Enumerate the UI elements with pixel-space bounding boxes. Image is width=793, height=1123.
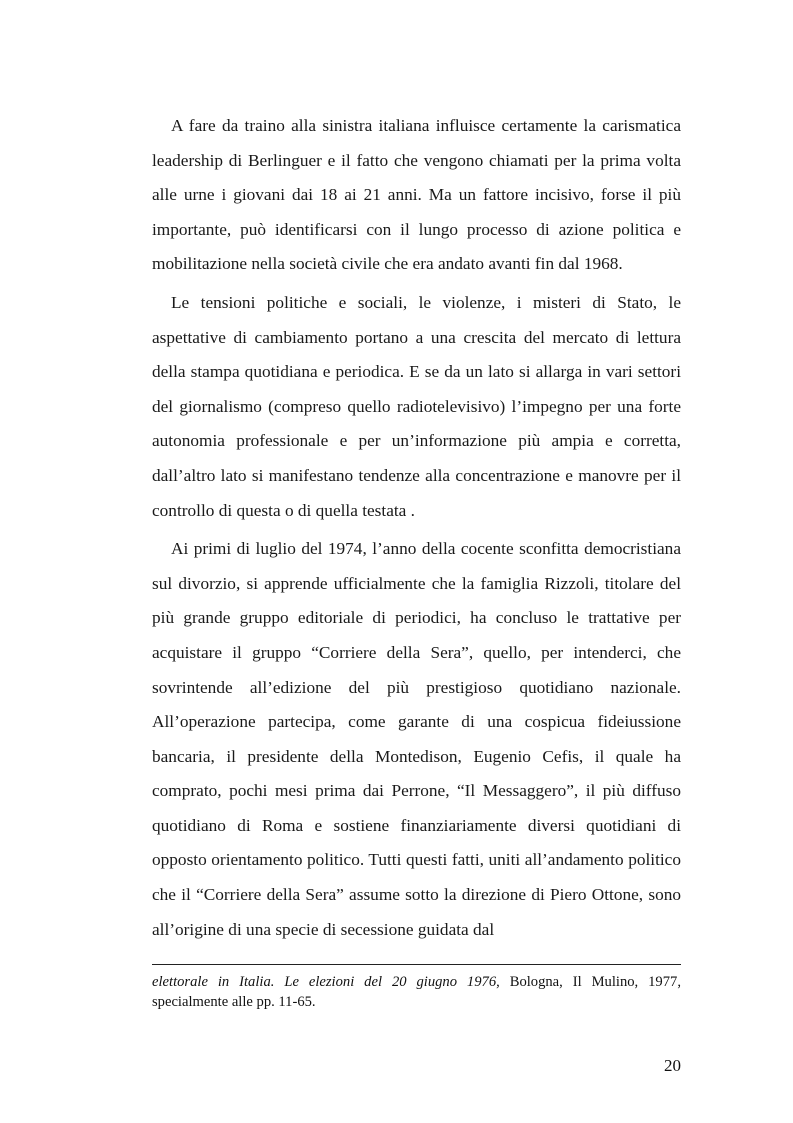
paragraph: Ai primi di luglio del 1974, l’anno della cocente sconfitta democristiana sul divorzio, si apprende ufficialmente che la famiglia Rizzoli, titolare del più grande gruppo editoriale di periodici, ha concluso le trattative per acquistare il gruppo “Corriere della Sera”, quello, per intenderci, che sovrintende all’edizione del più prestigioso quotidiano nazionale. All’operazione partecipa, come garante di una cospicua fideiussione bancaria, il presidente della Montedison, Eugenio Cefis, il quale ha comprato, pochi mesi prima dai Perrone, “Il Messaggero”, il più diffuso quotidiano di Roma e sostiene finanziariamente diversi quotidiani di opposto orientamento politico. Tutti questi fatti, uniti all’andamento politico che il “Corriere della Sera” assume sotto la direzione di Piero Ottone, sono all’origine di una specie di secessione guidata dal bbox=[152, 539, 681, 939]
page-number: 20 bbox=[664, 1056, 681, 1075]
footnote bbox=[152, 972, 681, 1012]
footnote-title: elettorale in Italia. Le elezioni del 20 giugno 1976 bbox=[152, 974, 497, 990]
body-text bbox=[152, 109, 681, 951]
paragraph: Le tensioni politiche e sociali, le violenze, i misteri di Stato, le aspettative di cambiamento portano a una crescita del mercato di lettura della stampa quotidiana e periodica. E se da un lato si allarga in vari settori del giornalismo (compreso quello radiotelevisivo) l’impegno per una forte autonomia professionale e per un’informazione più ampia e corretta, dall’altro lato si manifestano tendenze alla concentrazione e manovre per il controllo di questa o di quella testata . bbox=[152, 292, 681, 520]
footnote-citation: , Bologna, Il Mulino, 1977, specialmente alle pp. 11-65. bbox=[152, 974, 681, 1010]
paragraph: A fare da traino alla sinistra italiana influisce certamente la carismatica leadership di Berlinguer e il fatto che vengono chiamati per la prima volta alle urne i giovani dai 18 ai 21 anni. Ma un fattore incisivo, forse il più importante, può identificarsi con il lungo processo di azione politica e mobilitazione nella società civile che era andato avanti fin dal 1968. bbox=[152, 116, 681, 274]
footnote-divider bbox=[152, 964, 681, 965]
